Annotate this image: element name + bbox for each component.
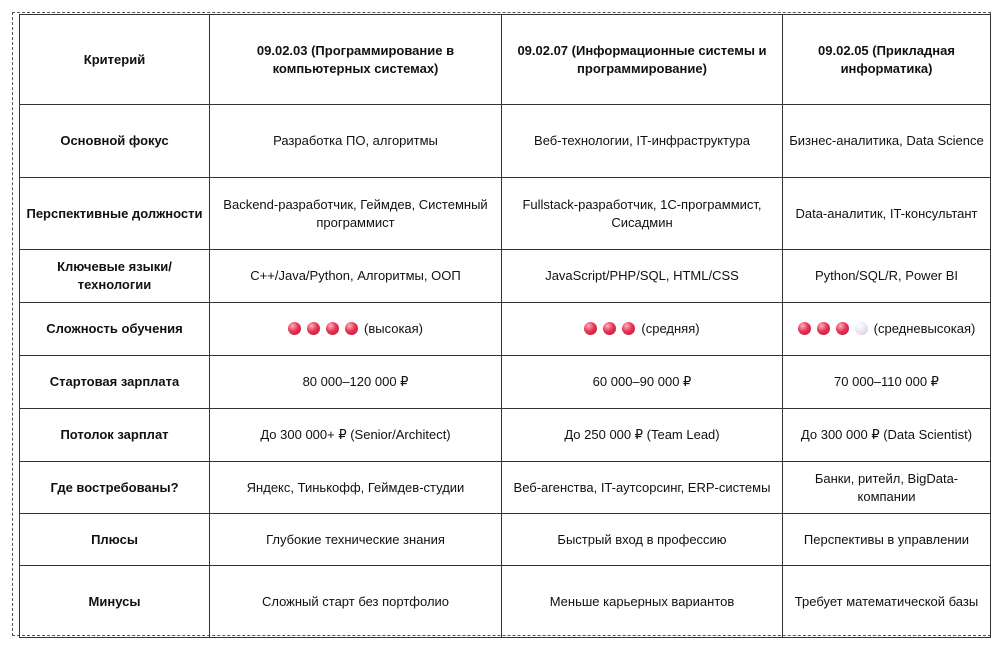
criterion-cell: Перспективные должности <box>20 178 210 250</box>
value-cell: Яндекс, Тинькофф, Геймдев-студии <box>210 462 502 514</box>
value-cell: Data-аналитик, IT-консультант <box>783 178 991 250</box>
value-cell: 80 000–120 000 ₽ <box>210 356 502 409</box>
table-row-technologies <box>20 250 991 303</box>
value-cell: Бизнес-аналитика, Data Science <box>783 105 991 178</box>
table-row-focus <box>20 105 991 178</box>
difficulty-label: (средневысокая) <box>873 321 976 336</box>
difficulty-cell <box>502 303 783 356</box>
difficulty-label: (средняя) <box>641 321 700 336</box>
filled-dot-icon <box>584 322 597 335</box>
table-row-demand <box>20 462 991 514</box>
criterion-cell: Минусы <box>20 566 210 638</box>
filled-dot-icon <box>622 322 635 335</box>
header-row <box>20 15 991 105</box>
difficulty-rating <box>798 321 976 336</box>
difficulty-cell <box>783 303 991 356</box>
value-cell: Быстрый вход в профессию <box>502 514 783 566</box>
value-cell: Сложный старт без портфолио <box>210 566 502 638</box>
criterion-cell: Потолок зарплат <box>20 409 210 462</box>
value-cell: 70 000–110 000 ₽ <box>783 356 991 409</box>
comparison-table <box>19 14 991 638</box>
value-cell: C++/Java/Python, Алгоритмы, ООП <box>210 250 502 303</box>
criterion-cell: Стартовая зарплата <box>20 356 210 409</box>
filled-dot-icon <box>603 322 616 335</box>
table-row-salary-ceiling <box>20 409 991 462</box>
value-cell: До 300 000+ ₽ (Senior/Architect) <box>210 409 502 462</box>
value-cell: Требует математической базы <box>783 566 991 638</box>
table-row-start-salary <box>20 356 991 409</box>
filled-dot-icon <box>817 322 830 335</box>
value-cell: До 300 000 ₽ (Data Scientist) <box>783 409 991 462</box>
header-program-090203: 09.02.03 (Программирование в компьютерных системах) <box>210 15 502 105</box>
table-row-difficulty <box>20 303 991 356</box>
table-row-cons <box>20 566 991 638</box>
value-cell: До 250 000 ₽ (Team Lead) <box>502 409 783 462</box>
value-cell: 60 000–90 000 ₽ <box>502 356 783 409</box>
value-cell: Веб-агенства, IT-аутсорсинг, ERP-системы <box>502 462 783 514</box>
filled-dot-icon <box>288 322 301 335</box>
difficulty-rating <box>288 321 423 336</box>
value-cell: JavaScript/PHP/SQL, HTML/CSS <box>502 250 783 303</box>
criterion-cell: Плюсы <box>20 514 210 566</box>
value-cell: Разработка ПО, алгоритмы <box>210 105 502 178</box>
header-program-090207: 09.02.07 (Информационные системы и программирование) <box>502 15 783 105</box>
criterion-cell: Где востребованы? <box>20 462 210 514</box>
value-cell: Перспективы в управлении <box>783 514 991 566</box>
criterion-cell: Основной фокус <box>20 105 210 178</box>
header-criterion: Критерий <box>20 15 210 105</box>
filled-dot-icon <box>836 322 849 335</box>
difficulty-label: (высокая) <box>363 321 424 336</box>
criterion-cell: Сложность обучения <box>20 303 210 356</box>
value-cell: Fullstack-разработчик, 1С-программист, Сисадмин <box>502 178 783 250</box>
filled-dot-icon <box>798 322 811 335</box>
empty-dot-icon <box>855 322 868 335</box>
filled-dot-icon <box>307 322 320 335</box>
value-cell: Меньше карьерных вариантов <box>502 566 783 638</box>
filled-dot-icon <box>345 322 358 335</box>
value-cell: Банки, ритейл, BigData-компании <box>783 462 991 514</box>
difficulty-rating <box>584 321 699 336</box>
value-cell: Веб-технологии, IT-инфраструктура <box>502 105 783 178</box>
criterion-cell: Ключевые языки/технологии <box>20 250 210 303</box>
value-cell: Глубокие технические знания <box>210 514 502 566</box>
filled-dot-icon <box>326 322 339 335</box>
value-cell: Backend-разработчик, Геймдев, Системный программист <box>210 178 502 250</box>
table-row-positions <box>20 178 991 250</box>
header-program-090205: 09.02.05 (Прикладная информатика) <box>783 15 991 105</box>
value-cell: Python/SQL/R, Power BI <box>783 250 991 303</box>
difficulty-cell <box>210 303 502 356</box>
table-row-pros <box>20 514 991 566</box>
